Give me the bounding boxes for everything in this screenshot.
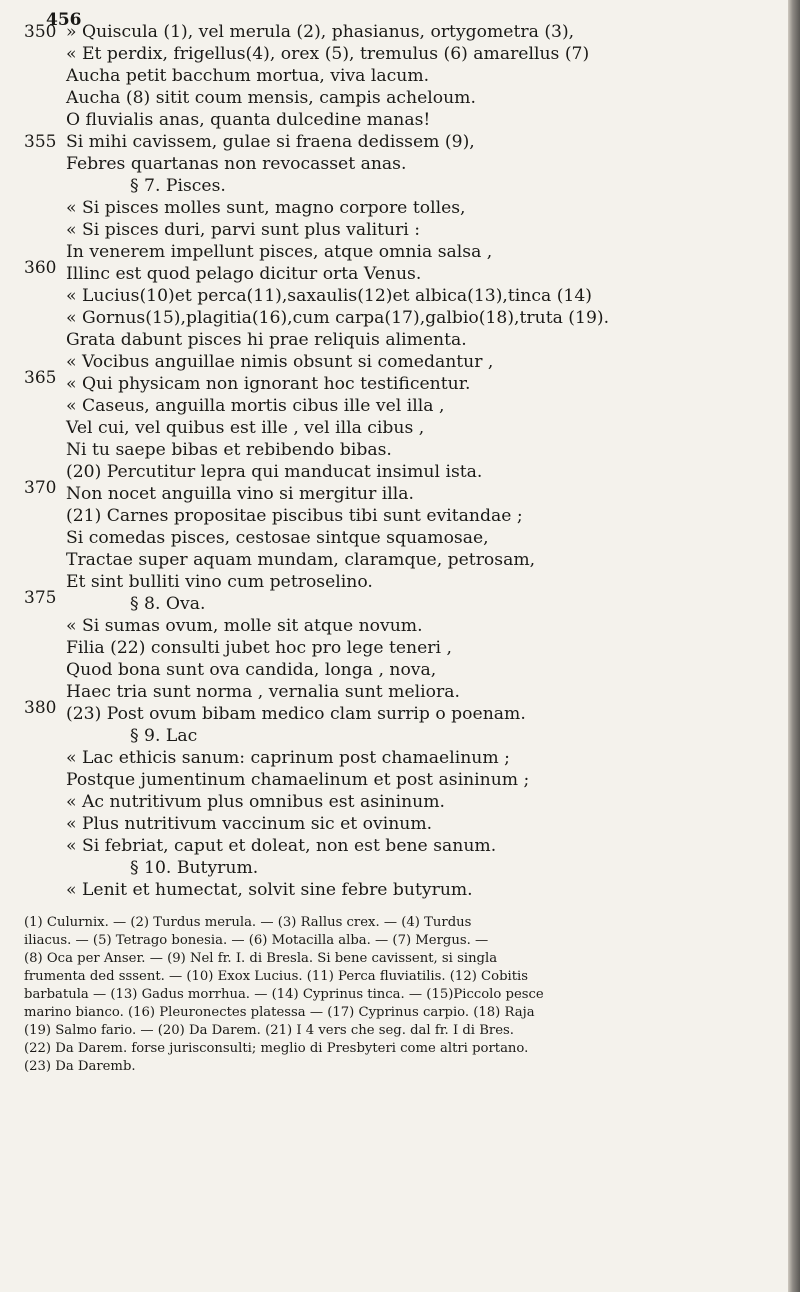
footnote-line: (23) Da Daremb. <box>24 1059 136 1074</box>
text-line: « Caseus, anguilla mortis cibus ille vel illa , <box>66 396 445 416</box>
text-line: « Lac ethicis sanum: caprinum post chamaelinum ; <box>66 748 510 768</box>
text-line: Si comedas pisces, cestosae sintque squamosae, <box>66 528 489 548</box>
text-line: Aucha petit bacchum mortua, viva lacum. <box>66 66 430 86</box>
text-line: (20) Percutitur lepra qui manducat insimul ista. <box>66 462 483 482</box>
section-heading: § 8. Ova. <box>130 594 206 614</box>
text-line: Si mihi cavissem, gulae si fraena dedissem (9), <box>66 132 475 152</box>
text-line: « Ac nutritivum plus omnibus est asininum. <box>66 792 445 812</box>
text-line: « Si febriat, caput et doleat, non est bene sanum. <box>66 836 497 856</box>
text-line: Et sint bulliti vino cum petroselino. <box>66 572 373 592</box>
footnote-line: (1) Culurnix. — (2) Turdus merula. — (3) Rallus crex. — (4) Turdus <box>24 915 472 930</box>
text-line: Febres quartanas non revocasset anas. <box>66 154 407 174</box>
text-line: Ni tu saepe bibas et rebibendo bibas. <box>66 440 392 460</box>
text-line: « Si sumas ovum, molle sit atque novum. <box>66 616 423 636</box>
text-line: Vel cui, vel quibus est ille , vel illa cibus , <box>66 418 425 438</box>
footnote-line: (8) Oca per Anser. — (9) Nel fr. I. di Bresla. Si bene cavissent, si singla <box>24 951 498 966</box>
footnote-line: (22) Da Darem. forse jurisconsulti; meglio di Presbyteri come altri portano. <box>24 1041 529 1056</box>
page-edge-shadow <box>788 0 800 1292</box>
text-line: Grata dabunt pisces hi prae reliquis alimenta. <box>66 330 467 350</box>
footnote-line: marino bianco. (16) Pleuronectes platessa — (17) Cyprinus carpio. (18) Raja <box>24 1005 535 1020</box>
text-line: Quod bona sunt ova candida, longa , nova, <box>66 660 437 680</box>
verse-number: 360 <box>24 258 57 278</box>
text-line: « Gornus(15),plagitia(16),cum carpa(17),galbio(18),truta (19). <box>66 308 610 328</box>
section-heading: § 10. Butyrum. <box>130 858 259 878</box>
footnote-line: (19) Salmo fario. — (20) Da Darem. (21) I 4 vers che seg. dal fr. I di Bres. <box>24 1023 514 1038</box>
text-line: « Lenit et humectat, solvit sine febre butyrum. <box>66 880 473 900</box>
text-line: Filia (22) consulti jubet hoc pro lege teneri , <box>66 638 452 658</box>
text-line: Postque jumentinum chamaelinum et post asininum ; <box>66 770 530 790</box>
text-line: O fluvialis anas, quanta dulcedine manas! <box>66 110 431 130</box>
text-line: « Plus nutritivum vaccinum sic et ovinum. <box>66 814 433 834</box>
text-line: Non nocet anguilla vino si mergitur illa. <box>66 484 415 504</box>
verse-number: 355 <box>24 132 57 152</box>
page-number: 456 <box>46 10 82 30</box>
section-heading: § 7. Pisces. <box>130 176 226 196</box>
section-heading: § 9. Lac <box>130 726 198 746</box>
verse-number: 350 <box>24 22 57 42</box>
text-line: (21) Carnes propositae piscibus tibi sunt evitandae ; <box>66 506 523 526</box>
verse-number: 380 <box>24 698 57 718</box>
text-line: « Si pisces duri, parvi sunt plus valituri : <box>66 220 421 240</box>
text-line: Haec tria sunt norma , vernalia sunt meliora. <box>66 682 460 702</box>
text-line: Tractae super aquam mundam, claramque, petrosam, <box>66 550 536 570</box>
text-line: « Si pisces molles sunt, magno corpore tolles, <box>66 198 466 218</box>
text-line: » Quiscula (1), vel merula (2), phasianus, ortygometra (3), <box>66 22 575 42</box>
text-line: « Vocibus anguillae nimis obsunt si comedantur , <box>66 352 494 372</box>
footnote-line: frumenta ded sssent. — (10) Exox Lucius. (11) Perca fluviatilis. (12) Cobitis <box>24 969 529 984</box>
text-line: Illinc est quod pelago dicitur orta Venus. <box>66 264 422 284</box>
verse-number: 365 <box>24 368 57 388</box>
text-line: « Qui physicam non ignorant hoc testificentur. <box>66 374 471 394</box>
footnote-line: barbatula — (13) Gadus morrhua. — (14) Cyprinus tinca. — (15)Piccolo pesce <box>24 987 544 1002</box>
text-line: In venerem impellunt pisces, atque omnia salsa , <box>66 242 493 262</box>
footnote-line: iliacus. — (5) Tetrago bonesia. — (6) Motacilla alba. — (7) Mergus. — <box>24 933 489 948</box>
text-line: (23) Post ovum bibam medico clam surrip o poenam. <box>66 704 526 724</box>
text-line: « Lucius(10)et perca(11),saxaulis(12)et albica(13),tinca (14) <box>66 286 592 306</box>
verse-number: 370 <box>24 478 57 498</box>
text-line: Aucha (8) sitit coum mensis, campis acheloum. <box>66 88 476 108</box>
verse-number: 375 <box>24 588 57 608</box>
text-line: « Et perdix, frigellus(4), orex (5), tremulus (6) amarellus (7) <box>66 44 590 64</box>
